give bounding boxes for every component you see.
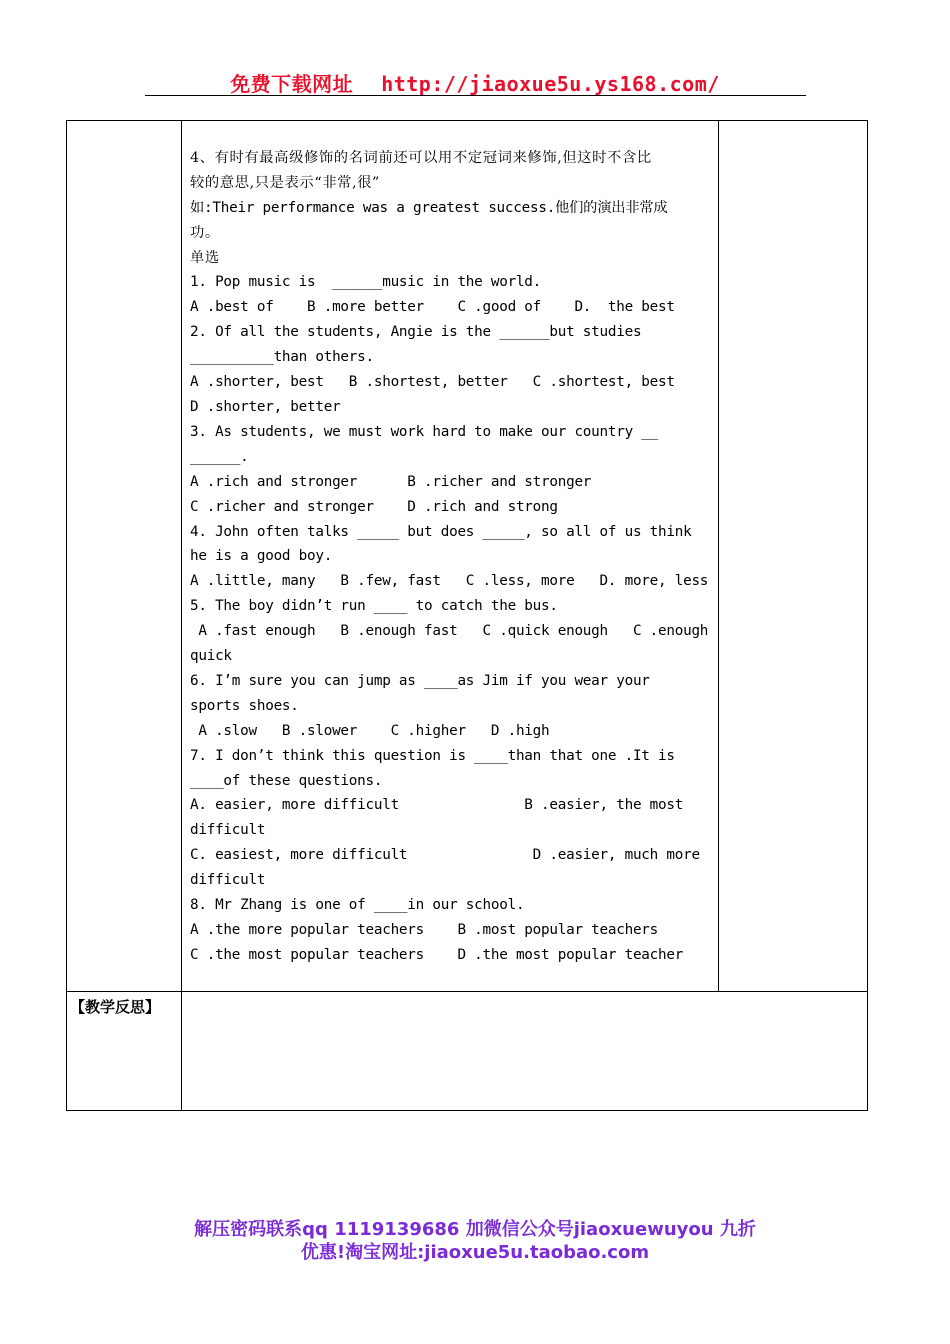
exercise-line: A .little, many B .few, fast C .less, more D. more, less [190, 573, 709, 590]
exercise-line: D .shorter, better [190, 398, 341, 415]
example-line: 如:Their performance was a greatest success.他们的演出非常成 [190, 199, 668, 216]
exercise-line: ______. [190, 448, 249, 465]
table-bottom-border [66, 1110, 868, 1111]
example-line: 功。 [190, 224, 220, 241]
exercise-line: sports shoes. [190, 697, 299, 714]
footer-line: 优惠!淘宝网址:jiaoxue5u.taobao.com [300, 1242, 650, 1263]
exercise-line: he is a good boy. [190, 548, 333, 565]
exercise-line: 2. Of all the students, Angie is the ______but studies [190, 324, 642, 341]
exercise-line: A .rich and stronger B .richer and stronger [190, 473, 592, 490]
exercise-line: A .slow B .slower C .higher D .high [190, 722, 550, 739]
table-right-border [867, 120, 868, 1111]
grammar-note-line: 较的意思,只是表示“非常,很” [190, 174, 380, 191]
exercise-line: 3. As students, we must work hard to make our country __ [190, 423, 659, 440]
exercise-line: C. easiest, more difficult D .easier, much more [190, 847, 700, 864]
exercise-line: A .the more popular teachers B .most popular teachers [190, 922, 659, 938]
table-divider-label-column [181, 120, 182, 1111]
exercise-line: difficult [190, 822, 266, 839]
header-label: 免费下载网址 [230, 72, 354, 96]
exercise-line: 4. John often talks _____ but does _____, so all of us think [190, 523, 692, 540]
exercise-line: C .the most popular teachers D .the most popular teacher [190, 946, 684, 963]
exercise-line: A .best of B .more better C .good of D. the best [190, 299, 675, 316]
teaching-reflection-label: 【教学反思】 [70, 998, 161, 1016]
lesson-content [190, 121, 714, 993]
header-rule [145, 95, 806, 96]
contact-footer [100, 1218, 850, 1264]
exercise-line: ____of these questions. [190, 772, 383, 789]
exercise-line: __________than others. [190, 349, 374, 366]
table-divider-content-column [718, 120, 719, 992]
exercise-line: C .richer and stronger D .rich and strong [190, 498, 558, 515]
download-header [145, 68, 805, 97]
exercise-line: quick [190, 648, 232, 665]
exercise-line: 8. Mr Zhang is one of ____in our school. [190, 897, 525, 914]
grammar-note-line: 4、有时有最高级修饰的名词前还可以用不定冠词来修饰,但这时不含比 [190, 149, 652, 166]
exercise-line: A .shorter, best B .shortest, better C .shortest, best [190, 374, 675, 391]
footer-line: 解压密码联系qq 1119139686 加微信公众号jiaoxuewuyou 九折 [194, 1219, 756, 1240]
exercise-line: 6. I’m sure you can jump as ____as Jim if you wear your [190, 672, 650, 689]
exercise-line: A .fast enough B .enough fast C .quick enough C .enough [190, 623, 709, 640]
exercise-line: A. easier, more difficult B .easier, the most [190, 797, 684, 814]
exercise-line: difficult [190, 872, 266, 889]
exercise-line: 5. The boy didn’t run ____ to catch the bus. [190, 598, 558, 615]
header-url-link[interactable]: http://jiaoxue5u.ys168.com/ [381, 72, 720, 96]
table-left-border [66, 120, 67, 1111]
section-title: 单选 [190, 249, 220, 266]
exercise-line: 7. I don’t think this question is ____than that one .It is [190, 747, 675, 764]
exercise-line: 1. Pop music is ______music in the world. [190, 274, 542, 291]
